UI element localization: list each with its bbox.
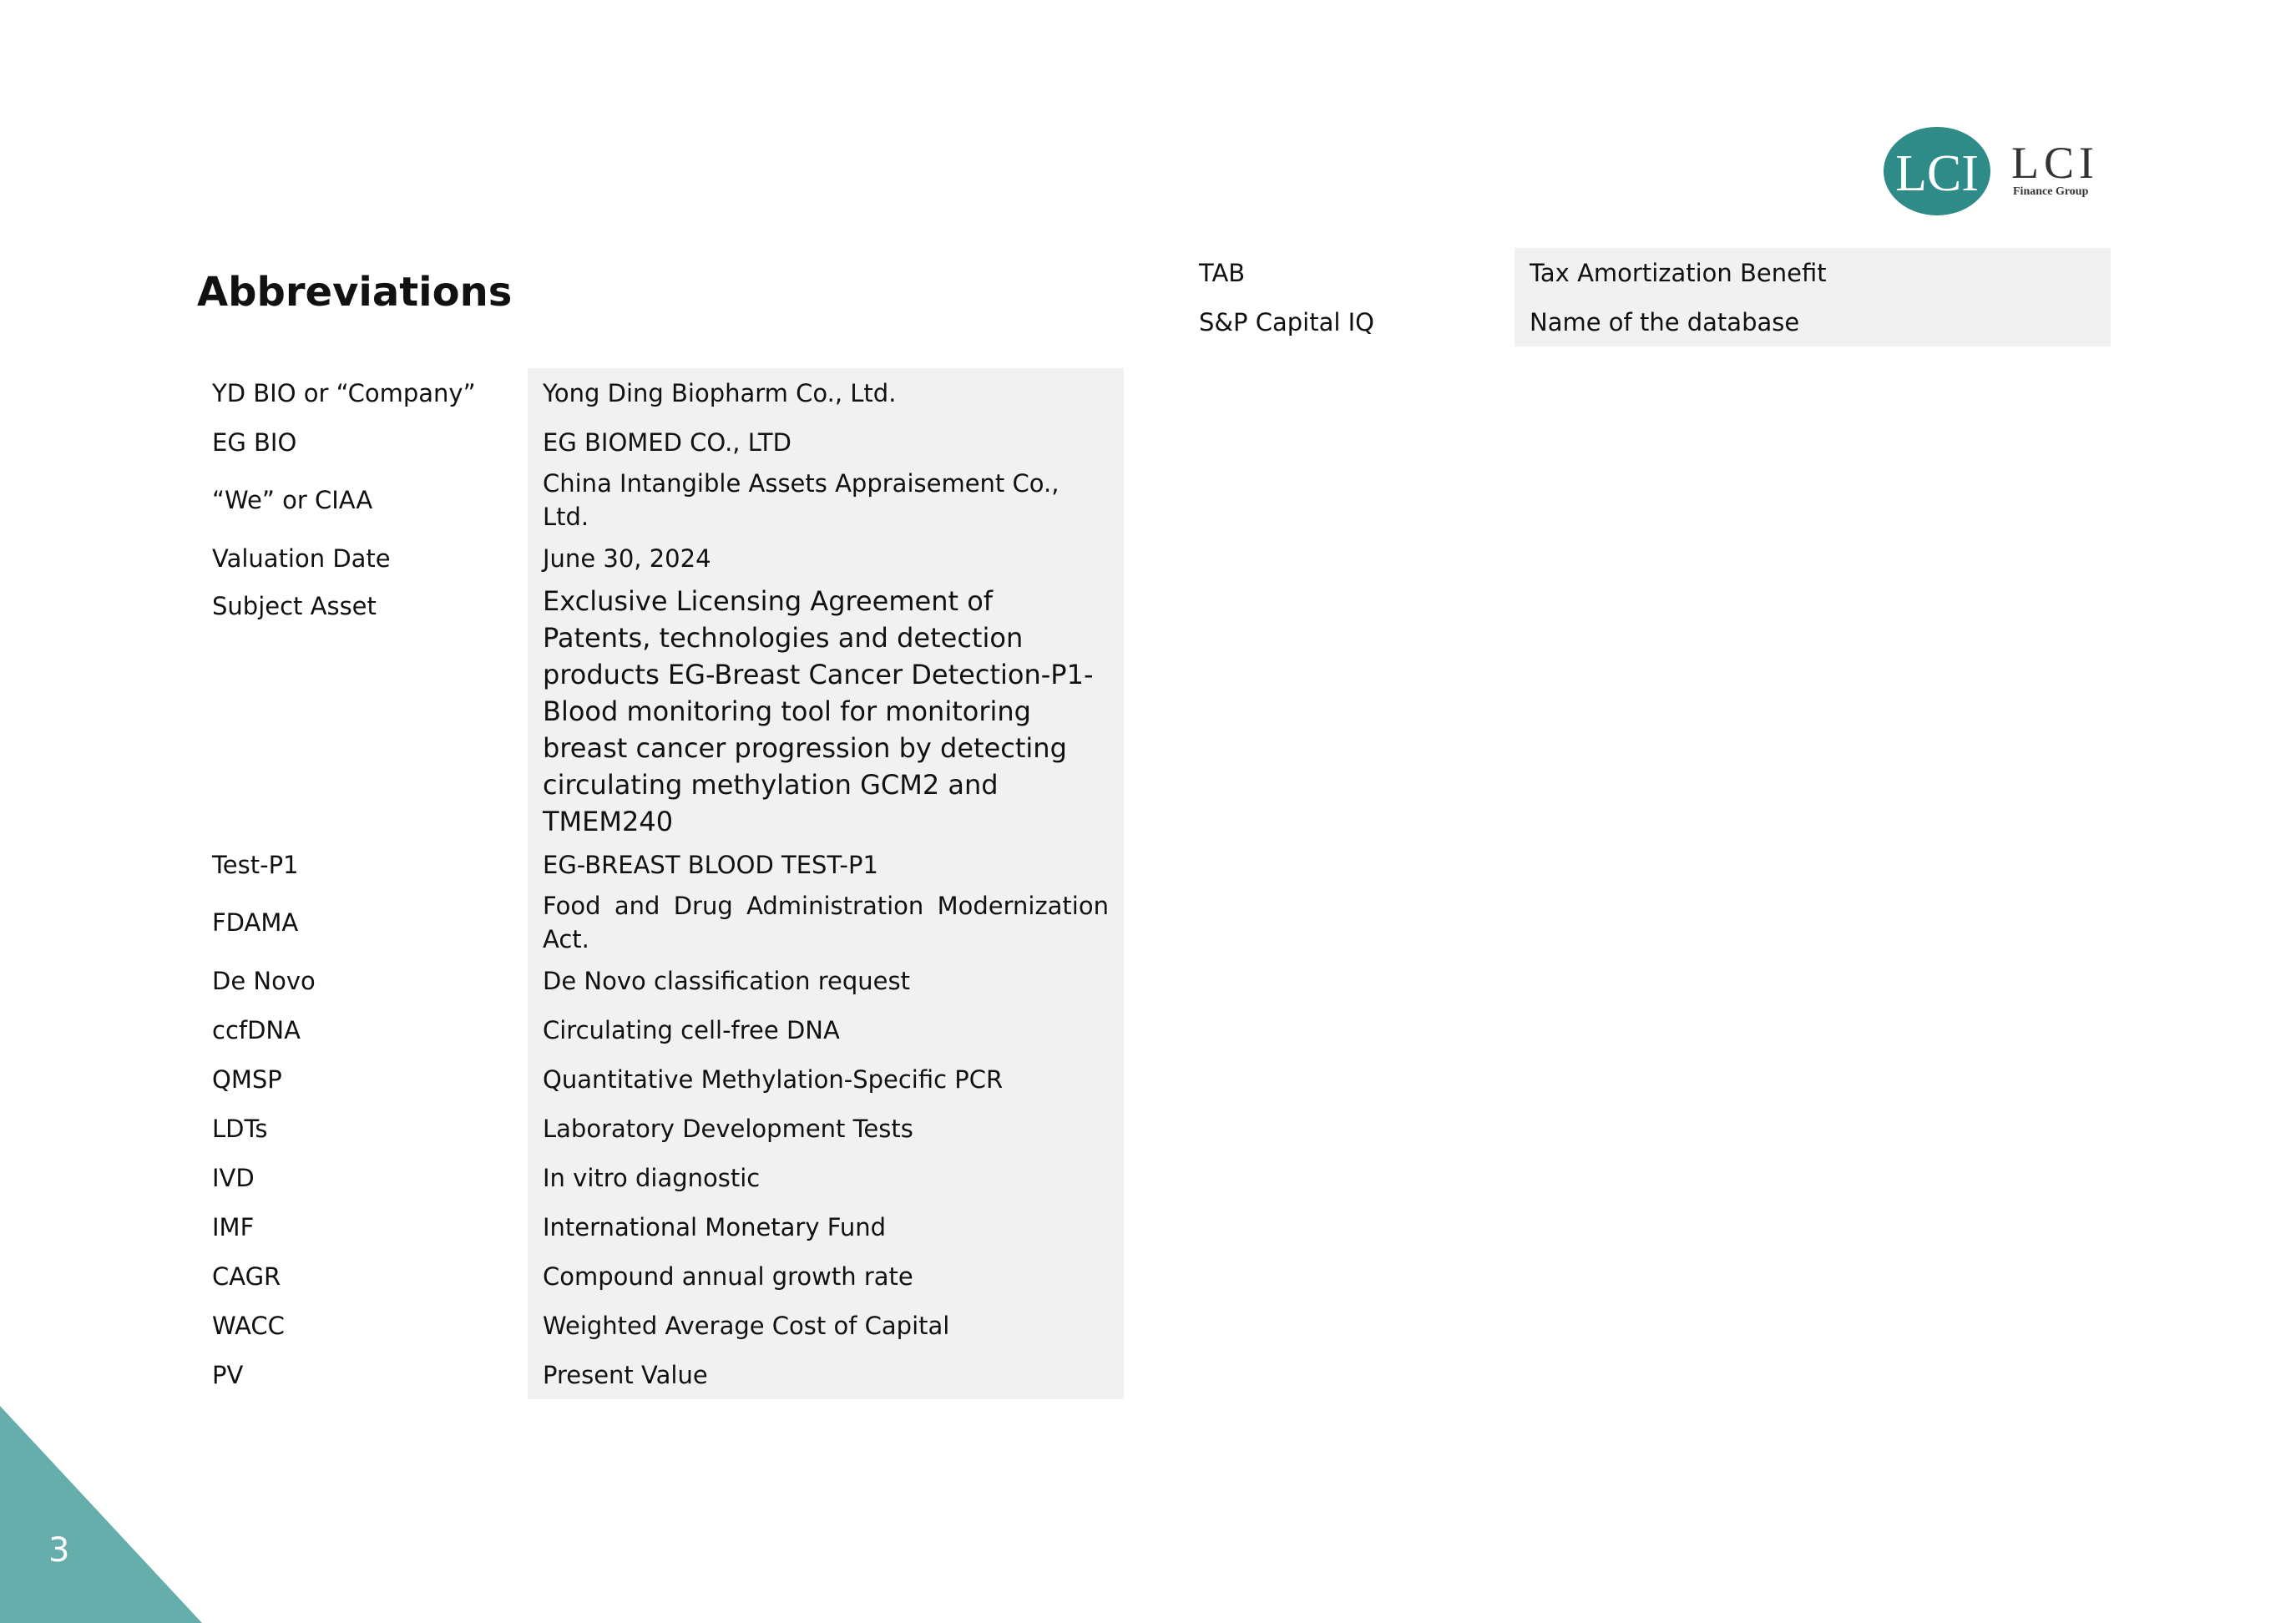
abbreviation-definition: Circulating cell-free DNA [528,1005,1124,1054]
abbreviation-definition: Present Value [528,1350,1124,1399]
table-row [197,1153,1124,1202]
table-row [1184,248,2111,297]
abbreviations-table-left [197,368,1124,1399]
abbreviation-definition: Laboratory Development Tests [528,1104,1124,1153]
table-row [197,889,1124,956]
abbreviation-term: YD BIO or “Company” [197,368,528,417]
abbreviation-term: LDTs [197,1104,528,1153]
abbreviation-term: IVD [197,1153,528,1202]
abbreviation-term: De Novo [197,956,528,1005]
abbreviation-definition: Food and Drug Administration Modernization Act. [528,889,1124,956]
abbreviation-term: Subject Asset [197,583,528,840]
logo-name: LCI [2011,138,2099,188]
abbreviation-term: EG BIO [197,417,528,467]
table-row [197,417,1124,467]
corner-accent [0,1406,202,1623]
table-row [197,840,1124,889]
abbreviations-table-right [1184,248,2111,346]
table-row [197,1251,1124,1301]
abbreviation-definition: Quantitative Methylation-Specific PCR [528,1054,1124,1104]
page-number: 3 [48,1531,70,1570]
abbreviation-definition: Compound annual growth rate [528,1251,1124,1301]
abbreviation-term: PV [197,1350,528,1399]
abbreviation-definition: In vitro diagnostic [528,1153,1124,1202]
table-row [197,1202,1124,1251]
abbreviation-term: IMF [197,1202,528,1251]
abbreviation-definition: De Novo classification request [528,956,1124,1005]
abbreviation-term: QMSP [197,1054,528,1104]
table-row [197,1005,1124,1054]
abbreviation-definition: Yong Ding Biopharm Co., Ltd. [528,368,1124,417]
abbreviation-term: CAGR [197,1251,528,1301]
abbreviation-definition: Exclusive Licensing Agreement of Patents, technologies and detection products EG-Breast Cancer Detection-P1- Blood monitoring tool for monitoring breast cancer progression by detecting circulating methylation GCM2 and TMEM240 [528,583,1124,840]
abbreviation-definition: Name of the database [1515,297,2111,346]
table-row [197,1301,1124,1350]
abbreviation-term: TAB [1184,248,1515,297]
table-row [197,1350,1124,1399]
table-row [197,533,1124,583]
table-row [197,467,1124,533]
logo-subtitle: Finance Group [2013,185,2089,198]
table-row [197,1054,1124,1104]
company-logo [1883,125,2108,217]
page-title: Abbreviations [197,269,513,316]
abbreviation-definition: EG-BREAST BLOOD TEST-P1 [528,840,1124,889]
logo-monogram-icon [1883,125,2000,217]
abbreviation-term: ccfDNA [197,1005,528,1054]
table-row [197,1104,1124,1153]
abbreviation-definition: Tax Amortization Benefit [1515,248,2111,297]
abbreviation-definition: EG BIOMED CO., LTD [528,417,1124,467]
abbreviation-term: FDAMA [197,889,528,956]
abbreviation-term: Test-P1 [197,840,528,889]
abbreviation-term: Valuation Date [197,533,528,583]
table-row [197,956,1124,1005]
abbreviation-definition: Weighted Average Cost of Capital [528,1301,1124,1350]
abbreviation-term: “We” or CIAA [197,467,528,533]
abbreviation-definition: International Monetary Fund [528,1202,1124,1251]
table-row [197,583,1124,840]
abbreviation-term: S&P Capital IQ [1184,297,1515,346]
abbreviation-term: WACC [197,1301,528,1350]
table-row [1184,297,2111,346]
abbreviation-definition: China Intangible Assets Appraisement Co., Ltd. [528,467,1124,533]
table-row [197,368,1124,417]
abbreviation-definition: June 30, 2024 [528,533,1124,583]
svg-text:LCI: LCI [1895,145,1979,202]
